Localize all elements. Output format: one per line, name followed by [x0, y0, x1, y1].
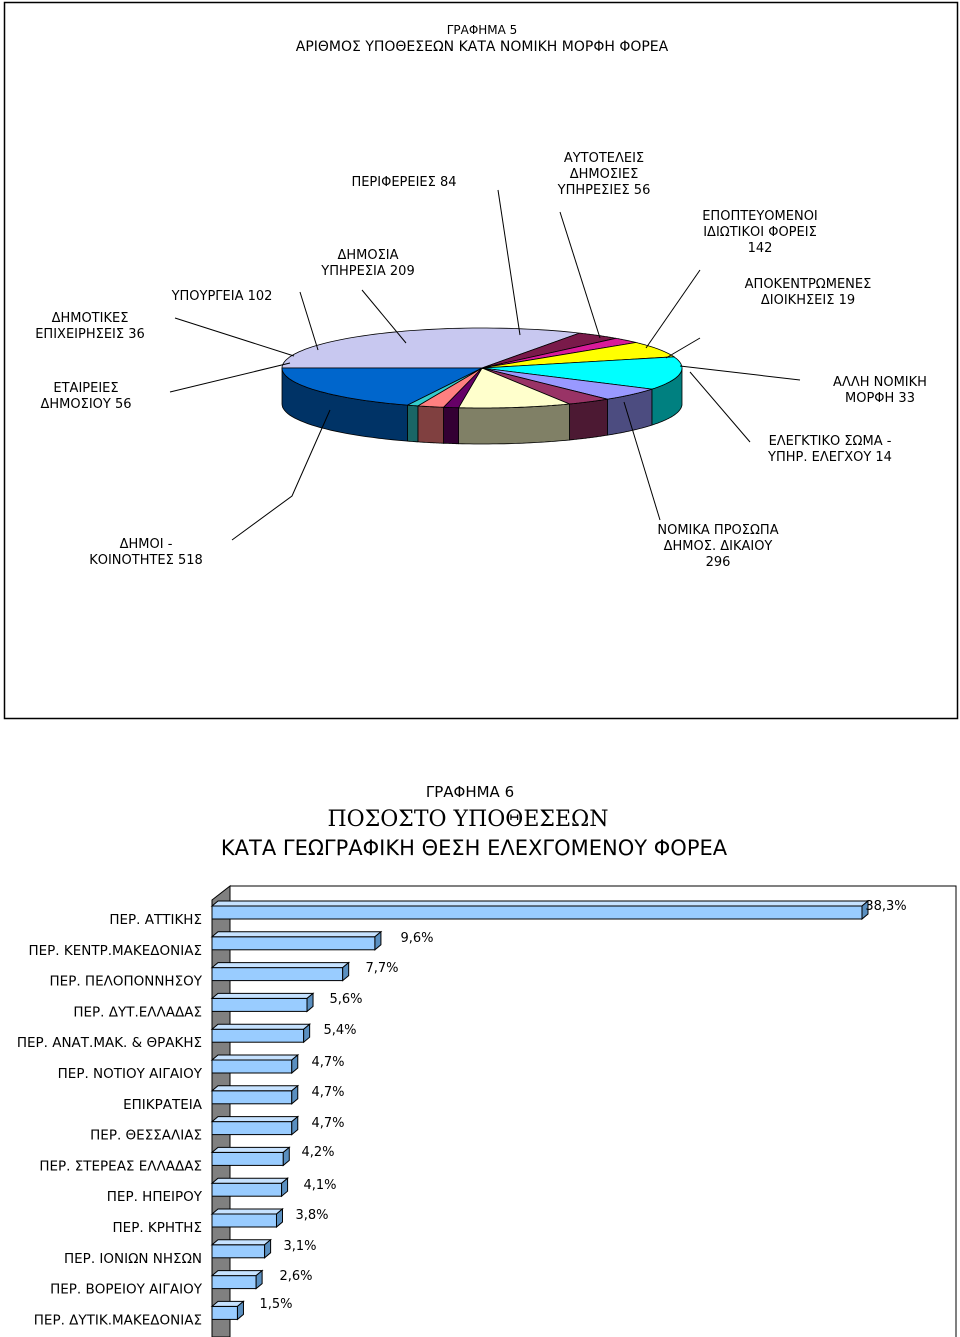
category-label-10: ΠΕΡ. ΚΡΗΤΗΣ: [112, 1220, 202, 1236]
pie-label-line: ΥΠΗΡΕΣΙΕΣ 56: [557, 183, 651, 198]
pie-label-line: ΙΔΙΩΤΙΚΟΙ ΦΟΡΕΙΣ: [703, 225, 817, 240]
category-label-3: ΠΕΡ. ΔΥΤ.ΕΛΛΑΔΑΣ: [73, 1004, 202, 1021]
pie-label-line: ΠΕΡΙΦΕΡΕΙΕΣ 84: [351, 175, 457, 190]
category-label-12: ΠΕΡ. ΒΟΡΕΙΟΥ ΑΙΓΑΙΟΥ: [50, 1281, 202, 1298]
value-label-1: 9,6%: [400, 931, 434, 946]
value-label-13: 1,5%: [259, 1297, 293, 1312]
pie-label-line: ΝΟΜΙΚΑ ΠΡΟΣΩΠΑ: [657, 523, 779, 538]
value-label-9: 4,1%: [303, 1178, 337, 1193]
bar-11: [212, 1245, 265, 1258]
category-labels: [17, 912, 203, 1328]
value-label-11: 3,1%: [283, 1239, 317, 1254]
back-wall-edge: [230, 886, 956, 1337]
chart-wall: [212, 886, 956, 1337]
category-label-11: ΠΕΡ. ΙΟΝΙΩΝ ΝΗΣΩΝ: [64, 1250, 202, 1267]
bar-top-10: [212, 1209, 282, 1214]
bar-6: [212, 1091, 292, 1104]
value-label-2: 7,7%: [365, 961, 399, 976]
value-label-4: 5,4%: [323, 1023, 357, 1038]
bar-top-3: [212, 993, 313, 998]
pie-label-line: ΔΙΟΙΚΗΣΕΙΣ 19: [760, 293, 856, 308]
chart2-title-line2: ΠΟΣΟΣΤΟ ΥΠΟΘΕΣΕΩΝ: [327, 807, 609, 832]
value-label-10: 3,8%: [295, 1208, 329, 1223]
pie-label-line: ΔΗΜΟΣ. ΔΙΚΑΙΟΥ: [663, 539, 773, 554]
category-label-5: ΠΕΡ. ΝΟΤΙΟΥ ΑΙΓΑΙΟΥ: [57, 1066, 202, 1082]
category-label-2: ΠΕΡ. ΠΕΛΟΠΟΝΝΗΣΟΥ: [49, 973, 202, 990]
bar-top-12: [212, 1271, 262, 1276]
bar-10: [212, 1214, 276, 1227]
category-label-6: ΕΠΙΚΡΑΤΕΙΑ: [123, 1096, 202, 1113]
pie-label-line: ΑΠΟΚΕΝΤΡΩΜΕΝΕΣ: [744, 277, 872, 292]
bar-top-2: [212, 963, 349, 968]
chart1-title-line1: ΓΡΑΦΗΜΑ 5: [446, 23, 518, 37]
bar-top-0: [212, 901, 868, 906]
pie-label-line: ΕΛΕΓΚΤΙΚΟ ΣΩΜΑ -: [768, 434, 892, 449]
bar-13: [212, 1306, 237, 1319]
value-label-6: 4,7%: [311, 1085, 345, 1100]
value-label-3: 5,6%: [329, 992, 363, 1007]
category-label-13: ΠΕΡ. ΔΥΤΙΚ.ΜΑΚΕΔΟΝΙΑΣ: [33, 1312, 202, 1329]
pie-label-line: ΜΟΡΦΗ 33: [845, 391, 915, 406]
bar-top-5: [212, 1055, 298, 1060]
bar-top-6: [212, 1086, 298, 1091]
bar-5: [212, 1060, 292, 1073]
side-wall: [212, 886, 230, 1337]
pie-label-line: ΚΟΙΝΟΤΗΤΕΣ 518: [89, 553, 203, 568]
pie-label-line: ΔΗΜΟΤΙΚΕΣ: [51, 311, 129, 326]
bar-0: [212, 906, 862, 919]
bars: [212, 901, 868, 1319]
pie-label-line: 296: [705, 555, 731, 570]
pie-label-line: ΕΠΟΠΤΕΥΟΜΕΝΟΙ: [702, 209, 818, 224]
bar-top-1: [212, 932, 381, 937]
value-label-12: 2,6%: [279, 1269, 313, 1284]
pie-label-line: ΥΠΗΡ. ΕΛΕΓΧΟΥ 14: [768, 450, 892, 465]
bar-top-4: [212, 1024, 310, 1029]
pie-label-line: ΑΥΤΟΤΕΛΕΙΣ: [563, 151, 645, 166]
category-label-9: ΠΕΡ. ΗΠΕΙΡΟΥ: [106, 1189, 202, 1206]
pie-label-line: ΔΗΜΟΣΙΑ: [337, 248, 399, 263]
pie-label-line: 142: [747, 241, 773, 256]
category-label-4: ΠΕΡ. ΑΝΑΤ.ΜΑΚ. & ΘΡΑΚΗΣ: [16, 1035, 202, 1052]
category-label-1: ΠΕΡ. ΚΕΝΤΡ.ΜΑΚΕΔΟΝΙΑΣ: [28, 942, 202, 959]
bar-top-11: [212, 1240, 271, 1245]
value-label-5: 4,7%: [311, 1055, 345, 1070]
bar-top-9: [212, 1178, 288, 1183]
bar-8: [212, 1152, 283, 1165]
bar-top-8: [212, 1147, 289, 1152]
pie-label-line: ΕΠΙΧΕΙΡΗΣΕΙΣ 36: [35, 327, 145, 342]
pie-label-line: ΕΤΑΙΡΕΙΕΣ: [53, 381, 119, 396]
value-label-7: 4,7%: [311, 1116, 345, 1131]
value-label-0: 38,3%: [865, 899, 907, 914]
pie-label-line: ΥΠΟΥΡΓΕΙΑ 102: [171, 289, 273, 304]
pie-label-line: ΔΗΜΟΣΙΕΣ: [569, 167, 639, 182]
bar-3: [212, 998, 307, 1011]
bar-9: [212, 1183, 282, 1196]
value-label-8: 4,2%: [301, 1145, 335, 1160]
pie-label-line: ΔΗΜΟΙ -: [119, 537, 173, 552]
category-label-7: ΠΕΡ. ΘΕΣΣΑΛΙΑΣ: [90, 1127, 202, 1144]
bar-7: [212, 1122, 292, 1135]
value-labels: [259, 899, 906, 1312]
bar-2: [212, 968, 343, 981]
chart2-title-line1: ΓΡΑΦΗΜΑ 6: [425, 783, 515, 801]
category-label-8: ΠΕΡ. ΣΤΕΡΕΑΣ ΕΛΛΑΔΑΣ: [39, 1158, 202, 1175]
bar-4: [212, 1029, 304, 1042]
bar-12: [212, 1276, 256, 1289]
pie-label-line: ΑΛΛΗ ΝΟΜΙΚΗ: [833, 375, 927, 390]
chart1-title-line2: ΑΡΙΘΜΟΣ ΥΠΟΘΕΣΕΩΝ ΚΑΤΑ ΝΟΜΙΚΗ ΜΟΡΦΗ ΦΟΡΕΑ: [295, 39, 669, 55]
chart2-title-line3: ΚΑΤΑ ΓΕΩΓΡΑΦΙΚΗ ΘΕΣΗ ΕΛΕΧΓΟΜΕΝΟΥ ΦΟΡΕΑ: [220, 836, 728, 860]
category-label-0: ΠΕΡ. ΑΤΤΙΚΗΣ: [109, 912, 202, 928]
pie-label-line: ΔΗΜΟΣΙΟΥ 56: [40, 397, 132, 412]
bar-top-7: [212, 1117, 298, 1122]
bar-1: [212, 937, 375, 950]
pie-label-line: ΥΠΗΡΕΣΙΑ 209: [321, 264, 415, 279]
